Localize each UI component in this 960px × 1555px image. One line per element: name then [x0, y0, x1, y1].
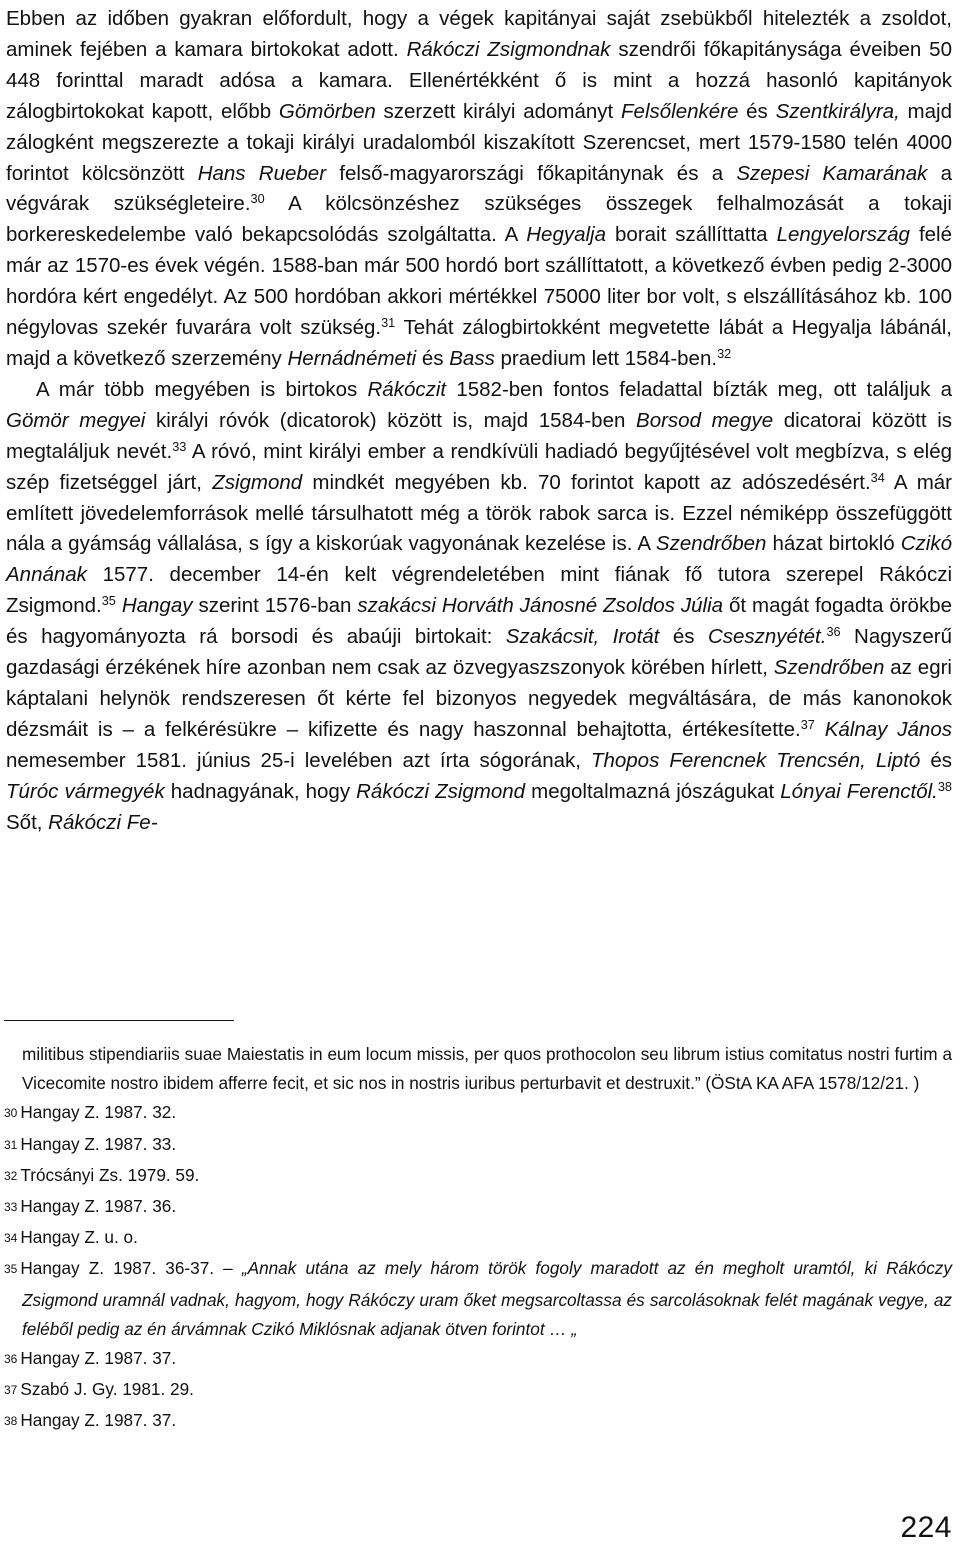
italic-text: Hans Rueber [197, 161, 327, 185]
text-run: megoltalmazná jószágukat [525, 779, 781, 803]
text-run: praedium lett 1584-ben. [494, 346, 718, 370]
italic-text: Szentkirályra, [775, 99, 900, 123]
italic-text: Felsőlenkére [621, 99, 739, 123]
italic-text: „Annak utána az mely három török fogoly maradott az én megholt uramtól, ki Rákóczy Zsigmond uramnál vadnak, hagyom, hogy Rákóczy uram őket megsarcoltassa és sarcolásoknak felét magának vegye, az feléből pedig az én árvámnak Czikó Miklósnak adjanak ötven forintot … „ [22, 1258, 952, 1339]
footnote-ref: 30 [250, 191, 265, 207]
text-run: borait szállíttatta [606, 223, 777, 247]
italic-text: Hangay [121, 594, 193, 618]
italic-text: Lónyai Ferenctől. [780, 779, 938, 803]
italic-text: Borsod megye [636, 408, 774, 432]
footnote-number: 36 [4, 1352, 18, 1367]
text-run: Sőt, [6, 810, 49, 834]
footnote-ref: 34 [870, 469, 885, 485]
footnote-34 [4, 1223, 952, 1254]
italic-text: Kálnay János [824, 717, 952, 741]
text-run: Tehát zálogbirtokként megvetette lábát a Hegyalja lábánál, majd a következő szerzemény [6, 316, 952, 370]
italic-text: Hernádnémeti [287, 346, 417, 370]
text-run: Hangay Z. 1987. 37. [20, 1410, 177, 1431]
text-run: Szabó J. Gy. 1981. 29. [20, 1379, 194, 1400]
text-run: felső-magyarországi főkapitánynak és a [326, 161, 737, 185]
footnote-ref: 37 [800, 716, 815, 732]
italic-text: Szendrőben [655, 532, 767, 556]
text-run: majd zálogként megszerezte a tokaji királyi uradalomból kiszakított Szerencset, mert 1579-1580 telén 4000 forintot kölcsönzött [6, 99, 952, 185]
text-run: A már több megyében is birtokos [36, 377, 368, 401]
footnote-number: 35 [4, 1262, 18, 1277]
text-run: a végvárak szükségleteire. [6, 161, 952, 216]
text-run: hadnagyának, hogy [164, 779, 357, 803]
text-run: Nagyszerű gazdasági érzékének híre azonban nem csak az özvegyaszszonyok körében hírlett, [6, 625, 953, 680]
text-run: szendrői főkapitánysága éveiben 50 448 forinttal maradt adósa a kamara. Ellenértékként ő is mint a hozzá hasonló kapitányok zálogbirtokokat kapott, előbb [6, 37, 952, 123]
footnote-ref: 33 [172, 438, 187, 454]
footnote-number: 37 [4, 1383, 18, 1398]
footnote-continuation [4, 1040, 952, 1098]
text-run: Hangay Z. 1987. 36. [20, 1196, 177, 1217]
footnotes [4, 1040, 952, 1438]
italic-text: Gömörben [278, 99, 376, 123]
text-run: Hangay Z. 1987. 37. [20, 1348, 177, 1369]
text-run: dicatorai között is megtaláljuk nevét. [6, 408, 953, 463]
footnote-number: 30 [4, 1106, 18, 1121]
italic-text: Szepesi Kamarának [736, 161, 928, 185]
text-run: A már említett jövedelemforrások mellé társulhatott még a török rabok sarca is. Ezzel némiképp összefüggött nála a gyámság vállalása, s így a kiskorúak vagyonának kezelése is. A [6, 470, 952, 556]
footnote-separator [4, 1020, 234, 1021]
italic-text: Rákóczit [367, 377, 447, 401]
footnote-ref: 31 [381, 315, 396, 331]
italic-text: Szendrőben [773, 656, 885, 680]
footnote-number: 31 [4, 1137, 18, 1152]
italic-text: Hegyalja [526, 223, 607, 247]
footnote-31 [4, 1130, 952, 1161]
footnote-36 [4, 1344, 952, 1375]
footnote-ref: 36 [826, 624, 841, 640]
italic-text: szakácsi Horváth Jánosné Zsoldos Júlia [357, 594, 724, 618]
footnote-number: 32 [4, 1168, 18, 1183]
body-text [6, 4, 952, 838]
footnote-number: 33 [4, 1200, 18, 1215]
text-run: militibus stipendiariis suae Maiestatis in eum locum missis, per quos prothocolon seu librum istius comitatus nostri furtim a Vicecomite nostro ibidem afferre fecit, et sic nos in nostris iuribus perturbavit et destruxit.” (ÖStA KA AFA 1578/12/21. ) [22, 1044, 952, 1094]
text-run: és [416, 346, 450, 370]
italic-text: Bass [449, 346, 495, 370]
italic-text: Szakácsit, Irotát [505, 625, 660, 649]
text-run: Hangay Z. u. o. [20, 1227, 138, 1248]
text-run: Hangay Z. 1987. 36-37. – [20, 1258, 242, 1279]
italic-text: Lengyelország [776, 223, 910, 247]
footnote-number: 38 [4, 1414, 18, 1429]
text-run: Hangay Z. 1987. 32. [20, 1102, 177, 1123]
text-run: szerzett királyi adományt [375, 99, 622, 123]
footnote-ref: 32 [717, 345, 732, 361]
text-run: 1582-ben fontos feladattal bízták meg, ott találjuk a [446, 377, 952, 401]
text-run: A kölcsönzéshez szükséges összegek felhalmozását a tokaji borkereskedelembe való bekapcsolódás szolgáltatta. A [6, 192, 952, 247]
text-run: Ebben az időben gyakran előfordult, hogy a végek kapitányai saját zsebükből hitelezték a zsoldot, aminek fejében a kamara birtokokat adott. [6, 7, 952, 61]
text-run: királyi róvók (dicatorok) között is, majd 1584-ben [145, 408, 637, 432]
italic-text: Czikó Annának [6, 532, 952, 587]
text-run: és [659, 625, 708, 649]
italic-text: Rákóczi Zsigmondnak [406, 37, 611, 61]
italic-text: Zsigmond [212, 470, 303, 494]
italic-text: Thopos Ferencnek Trencsén, Liptó [590, 748, 921, 772]
footnote-30 [4, 1098, 952, 1129]
text-run: Hangay Z. 1987. 33. [20, 1133, 177, 1154]
text-run: felé már az 1570-es évek végén. 1588-ban már 500 hordó bort szállíttatott, a következő évben pedig 2-3000 hordóra kért engedélyt. Az 500 hordóban akkori mértékkel 75000 liter bor volt, s elszállításához kb. 100 négylovas szekér fuvarára volt szükség. [6, 223, 952, 340]
footnote-32 [4, 1161, 952, 1192]
text-run: szerint 1576-ban [192, 594, 358, 618]
footnote-38 [4, 1406, 952, 1437]
text-run [815, 718, 825, 741]
footnote-ref: 38 [937, 778, 952, 794]
text-run: és [920, 748, 952, 772]
text-run: 1577. december 14-én kelt végrendeletében mint fiának fő tutora szerepel Rákóczi Zsigmond. [6, 563, 952, 618]
body-paragraph [6, 375, 952, 839]
text-run: A róvó, mint királyi ember a rendkívüli hadiadó begyűjtésével volt megbízva, s elég szép fizetséggel járt, [6, 439, 953, 494]
text-run: mindkét megyében kb. 70 forintot kapott az adószedésért. [302, 470, 871, 494]
italic-text: Túróc vármegyék [6, 779, 165, 803]
italic-text: Csesznyétét. [707, 625, 827, 649]
body-paragraph [6, 4, 952, 375]
text-run: Trócsányi Zs. 1979. 59. [20, 1164, 200, 1185]
footnote-37 [4, 1375, 952, 1406]
text-run: házat birtokló [766, 532, 901, 556]
text-run: őt magát fogadta örökbe és hagyományozta rá borsodi és abaúji birtokait: [6, 594, 952, 649]
footnote-35 [4, 1254, 952, 1344]
text-run: és [738, 99, 776, 123]
footnote-ref: 35 [101, 593, 116, 609]
italic-text: Rákóczi Zsigmond [356, 779, 526, 803]
italic-text: Gömör megyei [6, 408, 146, 432]
text-run: nemesember 1581. június 25-i levelében azt írta sógorának, [6, 748, 591, 772]
text-run: az egri káptalani helynök rendszeresen őt kérte fel bizonyos negyedek megváltására, de más kanonokok dézsmáit is – a felkérésükre – kifizette és nagy haszonnal behajtotta, értékesítette. [6, 656, 952, 741]
footnote-33 [4, 1192, 952, 1223]
footnote-number: 34 [4, 1231, 18, 1246]
page-number: 224 [900, 1511, 952, 1544]
italic-text: Rákóczi Fe- [48, 810, 158, 834]
